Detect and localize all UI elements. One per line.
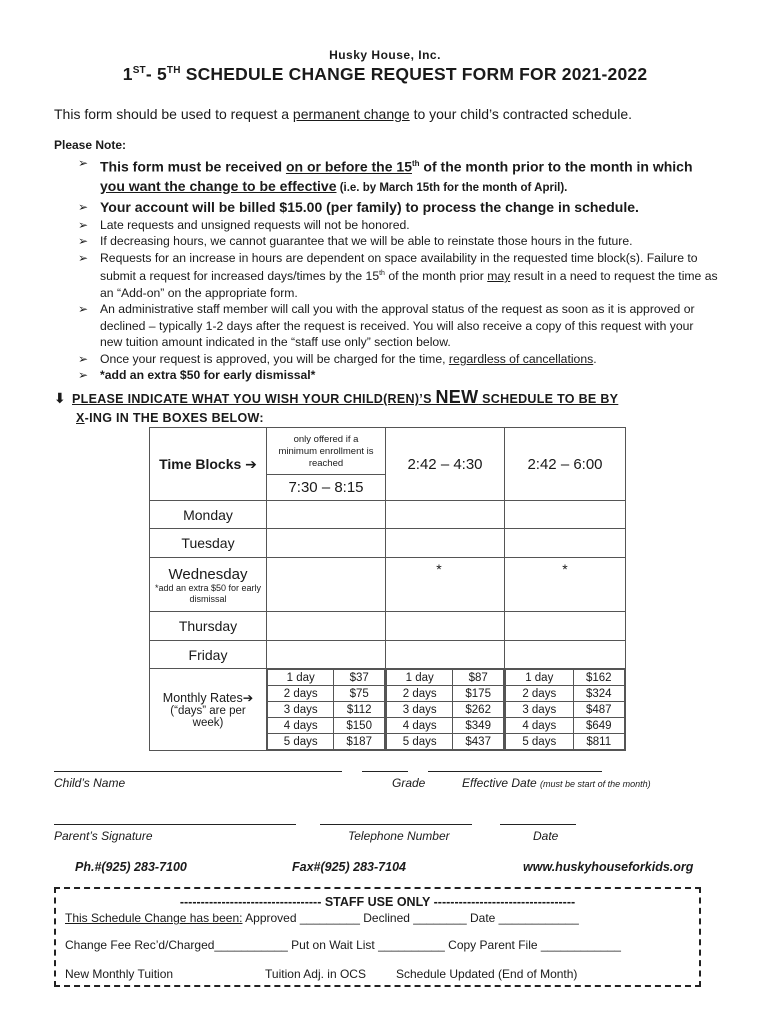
arrow-bullet-icon: ➢ — [78, 217, 89, 232]
staff-use-box — [54, 887, 701, 987]
day-friday: Friday — [150, 641, 267, 669]
website-link[interactable]: www.huskyhouseforkids.org — [523, 860, 694, 874]
arrow-bullet-icon: ➢ — [78, 234, 89, 249]
note-approval: ➢ An administrative staff member will call you with the approval status of the request as soon as it is approved or declined – typically 1-2 days after the request is received. You will also receive a copy of this request with your new tuition amount indicated in the “staff use only” section below. — [78, 302, 695, 350]
child-name-line[interactable] — [54, 771, 342, 772]
arrow-bullet-icon: ➢ — [78, 156, 89, 170]
day-thursday: Thursday — [150, 612, 267, 641]
arrow-bullet-icon: ➢ — [78, 351, 89, 366]
right-arrow-icon: ➔ — [241, 455, 257, 472]
phone-number: Ph.#(925) 283-7100 — [75, 860, 187, 874]
notes-heading: Please Note: — [54, 138, 127, 152]
arrow-bullet-icon: ➢ — [78, 199, 89, 214]
note-fee: ➢ Your account will be billed $15.00 (per family) to process the change in schedule. — [78, 198, 639, 215]
form-title: 1ST- 5TH SCHEDULE CHANGE REQUEST FORM FOR 2021-2022 — [122, 64, 648, 84]
parent-signature-line[interactable] — [54, 824, 296, 825]
note-deadline: ➢ This form must be received on or before the 15th of the month prior to the month in which you want the change to be effective (i.e. by March 15th for the month of April). — [78, 156, 693, 194]
checkbox-cell[interactable] — [386, 641, 505, 669]
intro-text: This form should be used to request a permanent change to your child’s contracted schedule. — [54, 106, 632, 122]
staff-row-tuition: New Monthly Tuition Tuition Adj. in OCS Schedule Updated (End of Month) — [65, 967, 578, 981]
rates-early: 1 day $37 2 days $75 3 days $112 4 days $150 5 days $187 — [267, 669, 386, 751]
arrow-bullet-icon: ➢ — [78, 302, 89, 317]
asterisk-mark: * — [436, 561, 442, 577]
date-label: Date — [533, 829, 559, 843]
company-name: Husky House, Inc. — [329, 48, 441, 62]
schedule-table — [149, 427, 626, 751]
rates-late: 1 day $162 2 days $324 3 days $487 4 days $649 5 days $811 — [505, 669, 626, 751]
checkbox-cell[interactable] — [267, 529, 386, 558]
arrow-bullet-icon: ➢ — [78, 368, 89, 383]
checkbox-cell[interactable] — [505, 558, 626, 612]
rates-afternoon: 1 day $87 2 days $175 3 days $262 4 days $349 5 days $437 — [386, 669, 505, 751]
col-header-afternoon: 2:42 – 4:30 — [386, 428, 505, 501]
telephone-label: Telephone Number — [348, 829, 450, 843]
checkbox-cell[interactable] — [386, 612, 505, 641]
checkbox-cell[interactable] — [386, 529, 505, 558]
checkbox-cell[interactable] — [386, 501, 505, 529]
checkbox-cell[interactable] — [267, 501, 386, 529]
grade-label: Grade — [392, 776, 426, 790]
checkbox-cell[interactable] — [505, 612, 626, 641]
checkbox-cell[interactable] — [267, 641, 386, 669]
schedule-instruction: ⬇ PLEASE INDICATE WHAT YOU WISH YOUR CHILD(REN)’S NEW SCHEDULE TO BE BY X-ING IN THE BOXES BELOW: — [54, 387, 619, 425]
notes-list — [78, 154, 718, 384]
right-arrow-icon: ➔ — [242, 691, 254, 705]
day-wednesday: Wednesday *add an extra $50 for early dismissal — [150, 558, 267, 612]
col-header-late: 2:42 – 6:00 — [505, 428, 626, 501]
effective-date-label: Effective Date (must be start of the month) — [462, 776, 651, 790]
checkbox-cell[interactable] — [267, 612, 386, 641]
note-decrease: ➢ If decreasing hours, we cannot guarantee that we will be able to reinstate those hours in the future. — [78, 234, 633, 249]
fax-number: Fax#(925) 283-7104 — [292, 860, 406, 874]
note-increase: ➢ Requests for an increase in hours are dependent on space availability in the requested time block(s). Failure to submit a request for increased days/times by the 15th of the month prior may result in a need to request the time as an “Add-on” on the appropriate form. — [78, 250, 718, 300]
note-late: ➢ Late requests and unsigned requests will not be honored. — [78, 217, 410, 232]
staff-row-approval: This Schedule Change has been: Approved _________ Declined ________ Date ____________ — [65, 911, 579, 925]
asterisk-mark: * — [562, 561, 568, 577]
parent-signature-label: Parent’s Signature — [54, 829, 153, 843]
staff-use-title: ---------------------------------- STAFF USE ONLY ---------------------------------- — [179, 895, 576, 909]
checkbox-cell[interactable] — [267, 558, 386, 612]
note-early-dismissal: ➢ *add an extra $50 for early dismissal* — [78, 368, 316, 383]
effective-date-line[interactable] — [428, 771, 602, 772]
telephone-line[interactable] — [320, 824, 472, 825]
child-name-label: Child’s Name — [54, 776, 126, 790]
staff-row-fee: Change Fee Rec’d/Charged___________ Put on Wait List __________ Copy Parent File ____________ — [65, 938, 621, 952]
arrow-bullet-icon: ➢ — [78, 250, 89, 265]
grade-line[interactable] — [362, 771, 408, 772]
monthly-rates-label: Monthly Rates➔ (“days” are per week) — [150, 669, 267, 751]
day-tuesday: Tuesday — [150, 529, 267, 558]
down-arrow-icon: ⬇ — [54, 390, 67, 406]
checkbox-cell[interactable] — [505, 501, 626, 529]
note-charge: ➢ Once your request is approved, you will be charged for the time, regardless of cancellations. — [78, 351, 597, 366]
checkbox-cell[interactable] — [505, 641, 626, 669]
col-header-early: only offered if a minimum enrollment is reached 7:30 – 8:15 — [267, 428, 386, 501]
time-blocks-header: Time Blocks ➔ — [150, 428, 267, 501]
checkbox-cell[interactable] — [505, 529, 626, 558]
checkbox-cell[interactable] — [386, 558, 505, 612]
day-monday: Monday — [150, 501, 267, 529]
date-line[interactable] — [500, 824, 576, 825]
